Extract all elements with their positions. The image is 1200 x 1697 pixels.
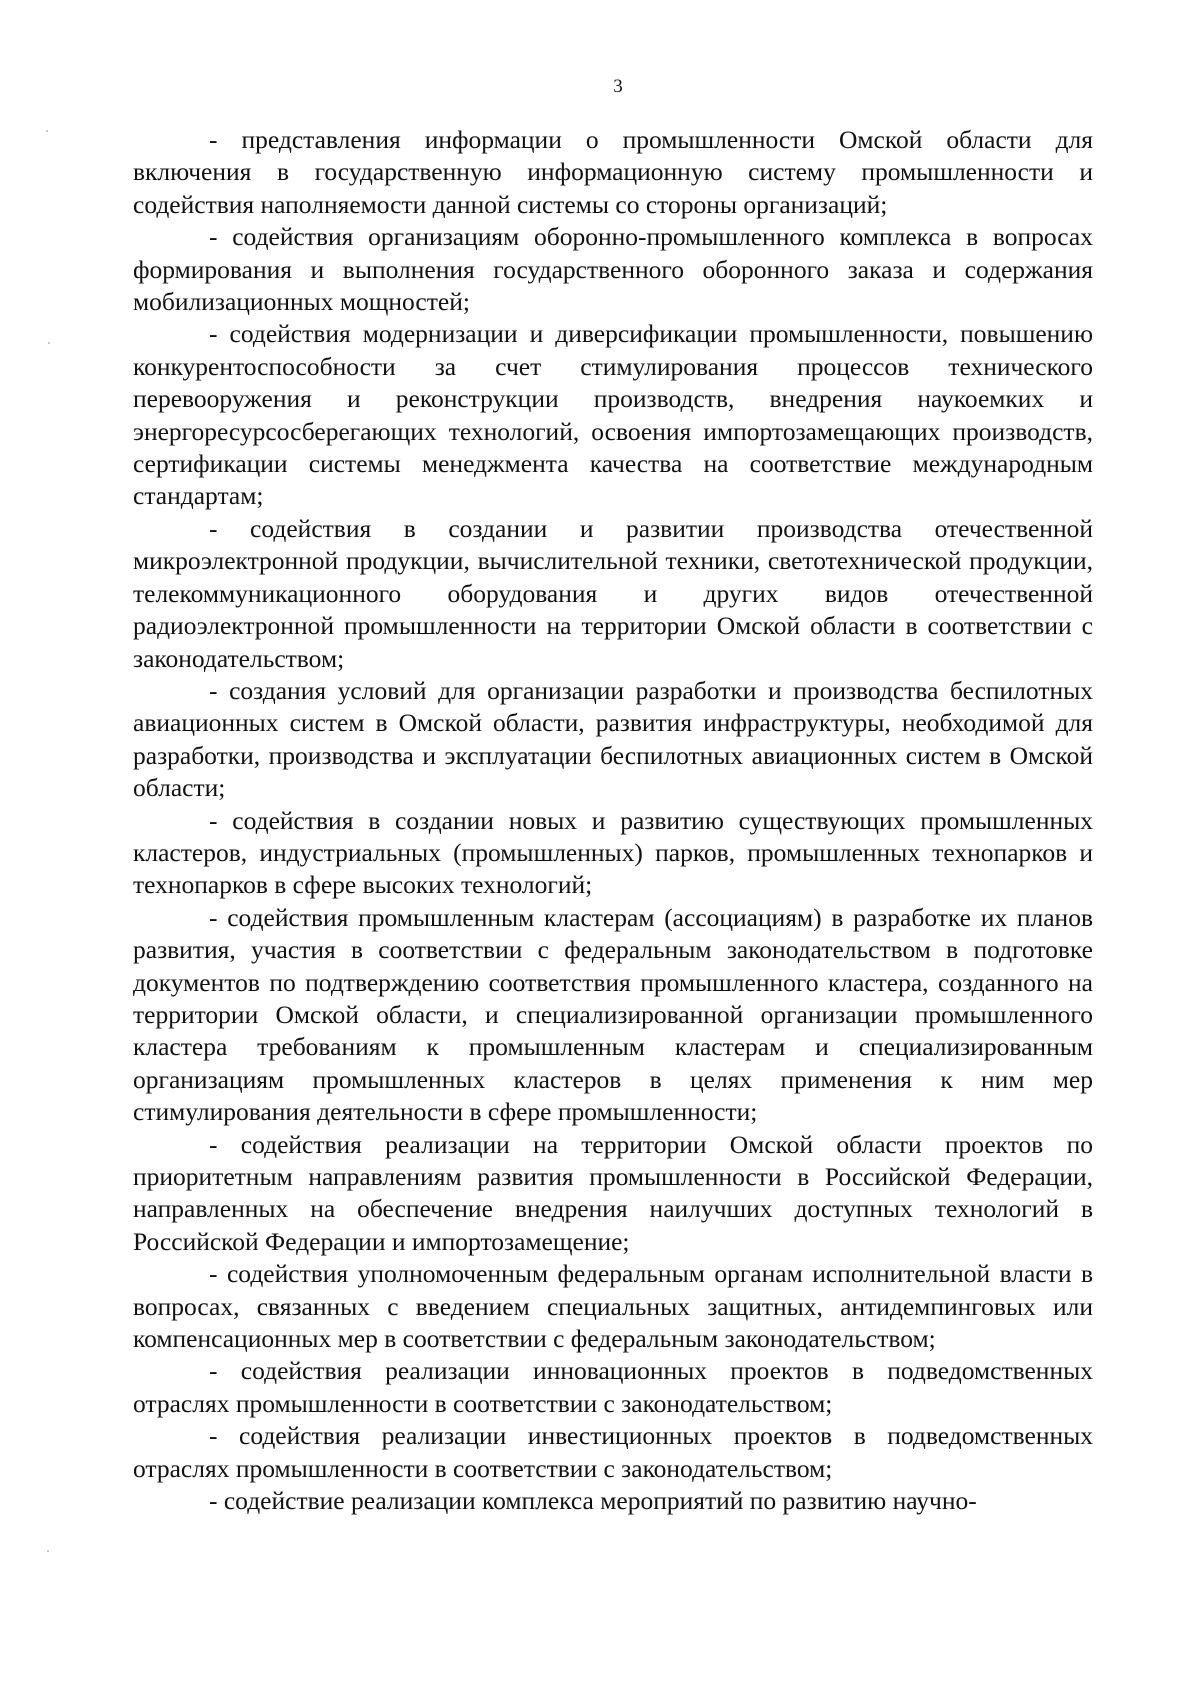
- document-body: [133, 124, 1093, 1517]
- scan-speck: [46, 130, 48, 132]
- paragraph: - содействия в создании новых и развитию существующих промышленных кластеров, индустриальных (промышленных) парков, промышленных технопарков и технопарков в сфере высоких технологий;: [133, 805, 1093, 900]
- paragraph: - содействие реализации комплекса мероприятий по развитию научно-: [209, 1486, 977, 1516]
- paragraph: - создания условий для организации разработки и производства беспилотных авиационных систем в Омской области, развития инфраструктуры, необходимой для разработки, производства и эксплуатации беспилотных авиационных систем в Омской области;: [133, 675, 1093, 803]
- paragraph: - представления информации о промышленности Омской области для включения в государственную информационную систему промышленности и содействия наполняемости данной системы со стороны организаций;: [133, 125, 1093, 219]
- scan-speck: [48, 342, 50, 344]
- paragraph: - содействия модернизации и диверсификации промышленности, повышению конкурентоспособности за счет стимулирования процессов технического перевооружения и реконструкции производств, внедрения наукоемких и энергоресурсосберегающих технологий, освоения импортозамещающих производств, сертификации системы менеджмента качества на соответствие международным стандартам;: [133, 319, 1093, 511]
- paragraph: - содействия реализации на территории Омской области проектов по приоритетным направлениям развития промышленности в Российской Федерации, направленных на обеспечение внедрения наилучших доступных технологий в Российской Федерации и импортозамещение;: [133, 1129, 1093, 1256]
- scan-speck: [47, 1550, 49, 1552]
- paragraph: - содействия уполномоченным федеральным органам исполнительной власти в вопросах, связанных с введением специальных защитных, антидемпинговых или компенсационных мер в соответствии с федеральным законодательством;: [133, 1259, 1093, 1354]
- paragraph: - содействия промышленным кластерам (ассоциациям) в разработке их планов развития, участия в соответствии с федеральным законодательством в подготовке документов по подтверждению соответствия промышленного кластера, созданного на территории Омской области, и специализированной организации промышленного кластера требованиям к промышленным кластерам и специализированным организациям промышленных кластеров в целях применения к ним мер стимулирования деятельности в сфере промышленности;: [133, 902, 1093, 1127]
- paragraph: - содействия организациям оборонно-промышленного комплекса в вопросах формирования и выполнения государственного оборонного заказа и содержания мобилизационных мощностей;: [133, 222, 1093, 317]
- paragraph: - содействия реализации инновационных проектов в подведомственных отраслях промышленности в соответствии с законодательством;: [133, 1356, 1093, 1418]
- paragraph: - содействия в создании и развитии производства отечественной микроэлектронной продукции, вычислительной техники, светотехнической продукции, телекоммуникационного оборудования и других видов отечественной радиоэлектронной промышленности на территории Омской области в соответствии с законодательством;: [133, 513, 1093, 673]
- paragraph: - содействия реализации инвестиционных проектов в подведомственных отраслях промышленности в соответствии с законодательством;: [133, 1421, 1093, 1483]
- page-number: 3: [613, 76, 623, 97]
